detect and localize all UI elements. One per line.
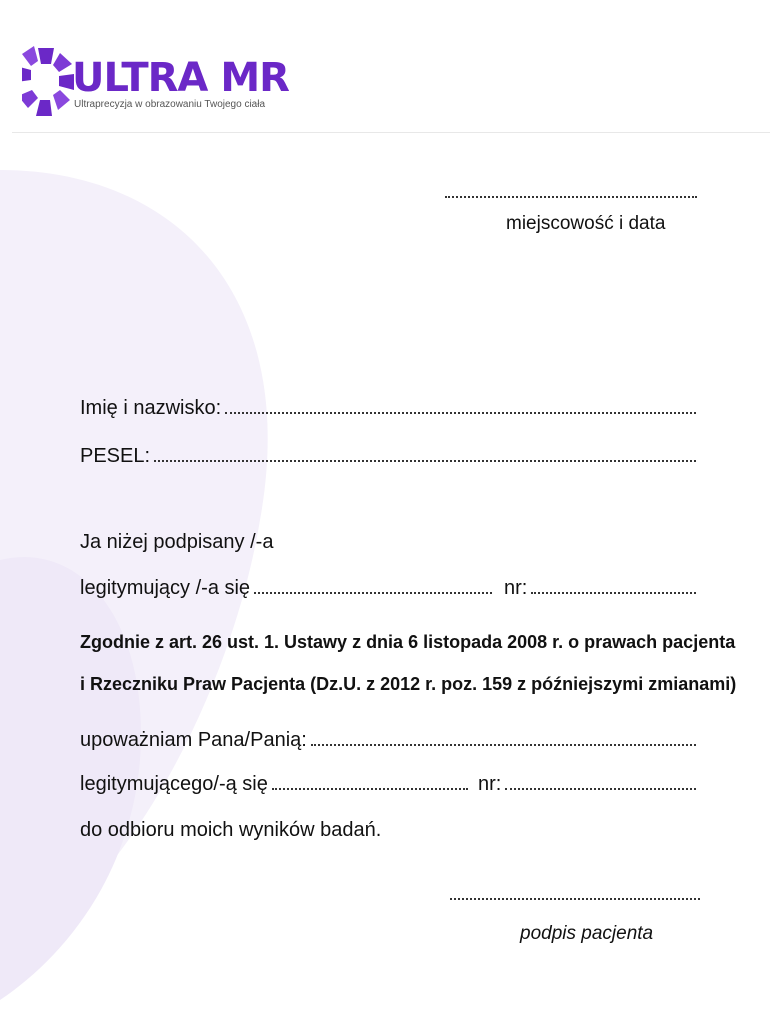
signature-label: podpis pacjenta — [520, 923, 654, 944]
authorized-nr-input-line[interactable] — [505, 772, 696, 790]
declaration-id-input-line[interactable] — [254, 576, 492, 594]
name-input-line[interactable] — [225, 396, 696, 414]
declaration-nr-label: nr: — [504, 577, 528, 599]
authorized-nr-field[interactable] — [478, 772, 696, 796]
pesel-label: PESEL: — [80, 445, 151, 467]
declaration-intro: Ja niżej podpisany /-a — [80, 531, 274, 553]
logo-tagline: Ultraprecyzja w obrazowaniu Twojego ciała — [74, 99, 266, 110]
legal-line-1: Zgodnie z art. 26 ust. 1. Ustawy z dnia 6 listopada 2008 r. o prawach pacjenta — [80, 632, 736, 652]
declaration-nr-input-line[interactable] — [531, 576, 696, 594]
legal-line-2: i Rzeczniku Praw Pacjenta (Dz.U. z 2012 r. poz. 159 z późniejszymi zmianami) — [80, 674, 737, 694]
declaration-nr-field[interactable] — [504, 576, 696, 600]
pesel-field[interactable] — [80, 444, 696, 468]
declaration-id-label: legitymujący /-a się — [80, 577, 251, 599]
declaration-id-field[interactable] — [80, 576, 492, 600]
name-field[interactable] — [80, 396, 696, 420]
place-date-line[interactable] — [445, 194, 697, 198]
signature-line[interactable] — [450, 896, 700, 900]
name-label: Imię i nazwisko: — [80, 397, 222, 419]
authorized-nr-label: nr: — [478, 773, 502, 795]
authorization-purpose: do odbioru moich wyników badań. — [80, 819, 382, 841]
authorize-field[interactable] — [80, 728, 696, 752]
place-date-label: miejscowość i data — [506, 213, 666, 234]
authorize-label: upoważniam Pana/Panią: — [80, 729, 307, 751]
authorize-input-line[interactable] — [311, 728, 696, 746]
logo-text: ULTRA MR — [72, 55, 289, 101]
authorized-id-field[interactable] — [80, 772, 468, 796]
pesel-input-line[interactable] — [154, 444, 696, 462]
authorized-id-label: legitymującego/-ą się — [80, 773, 268, 795]
header-divider — [12, 132, 770, 133]
authorized-id-input-line[interactable] — [272, 772, 468, 790]
